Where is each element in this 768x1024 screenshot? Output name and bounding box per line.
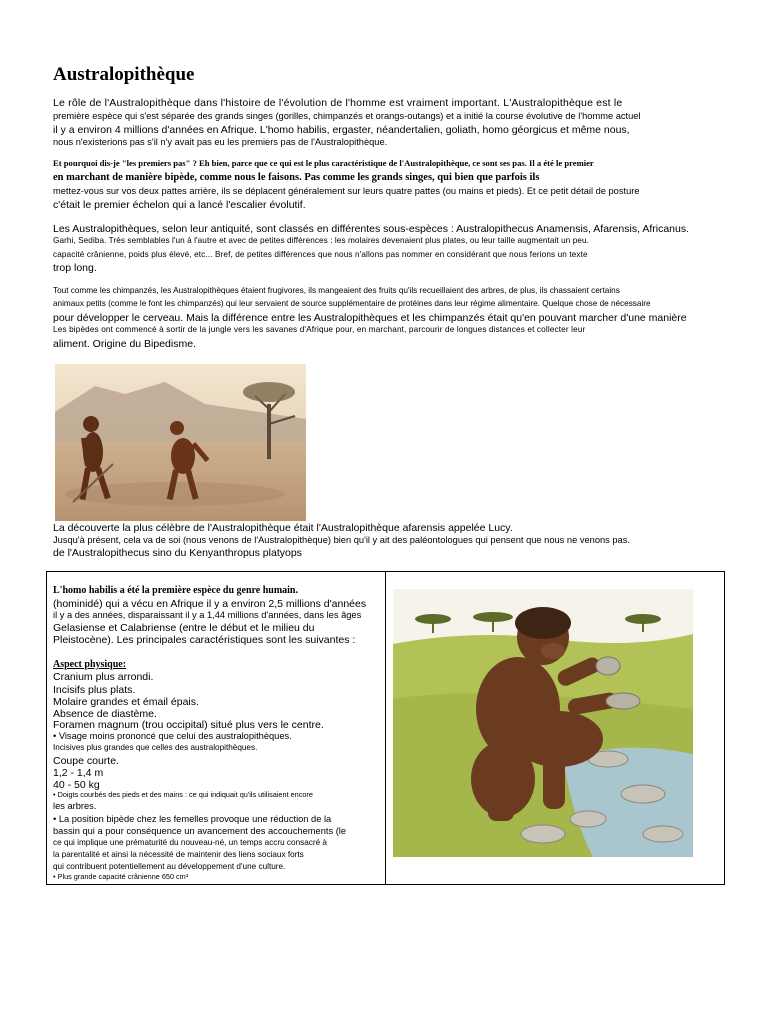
species-line: Les Australopithèques, selon leur antiquité, sont classés en différentes sous-espèces : Australopithecus Anamensis, Afarensis, Africanus.	[53, 223, 690, 235]
trait-line: Cranium plus arrondi.	[53, 671, 154, 683]
species-line: capacité crânienne, poids plus élevé, etc... Bref, de petites différences que nous n'allons pas nommer en considérant que nous ferions un texte	[53, 250, 588, 259]
trait-line: Foramen magnum (trou occipital) situé plus vers le centre.	[53, 719, 324, 731]
trait-line: 1,2 - 1,4 m	[53, 767, 104, 779]
habilis-intro-line: Pleistocène). Les principales caractéristiques sont les suivantes :	[53, 634, 356, 646]
table-divider	[385, 571, 386, 885]
caption-line: La découverte la plus célèbre de l'Australopithèque était l'Australopithèque afarensis appelée Lucy.	[53, 522, 513, 534]
intro-line: première espèce qui s'est séparée des grands singes (gorilles, chimpanzés et orangs-outangs) et a initié la course évolutive de l'homme actuel	[53, 111, 641, 121]
trait-line: ce qui implique une prématurité du nouveau-né, un temps accru consacré à	[53, 838, 327, 847]
homo-habilis-image	[393, 589, 693, 857]
why-line: en marchant de manière bipède, comme nous le faisons. Pas comme les grands singes, qui bien que parfois ils	[53, 172, 540, 183]
trait-line: • La position bipède chez les femelles provoque une réduction de la	[53, 814, 332, 824]
trait-line: • Plus grande capacité crânienne 650 cm³	[53, 872, 189, 881]
intro-line: Le rôle de l'Australopithèque dans l'histoire de l'évolution de l'homme est vraiment important. L'Australopithèque est le	[53, 97, 623, 109]
page-title: Australopithèque	[53, 64, 195, 85]
diet-line: Tout comme les chimpanzés, les Australopithèques étaient frugivores, ils mangeaient des fruits qu'ils recueillaient des arbres, de plus, ils chassaient certains	[53, 286, 620, 295]
trait-line: • Doigts courbés des pieds et des mains : ce qui indiquait qu'ils utilisaient encore	[53, 790, 313, 799]
trait-line: Absence de diastème.	[53, 708, 157, 720]
trait-line: les arbres.	[53, 801, 97, 811]
habilis-intro-line: Gelasiense et Calabriense (entre le début et le milieu du	[53, 622, 315, 634]
habilis-heading: L'homo habilis a été la première espèce du genre humain.	[53, 585, 298, 596]
trait-line: qui contribuent potentiellement au développement d'une culture.	[53, 862, 286, 871]
intro-line: nous n'existerions pas s'il n'y avait pas eu les premiers pas de l'Australopithèque.	[53, 137, 388, 147]
species-line: trop long.	[53, 262, 97, 274]
diet-line: Les bipèdes ont commencé à sortir de la jungle vers les savanes d'Afrique pour, en marchant, parcourir de longues distances et collecter leur	[53, 325, 586, 334]
trait-line: bassin qui a pour conséquence un avancement des accouchements (le	[53, 826, 347, 836]
australopithecus-walking-image	[55, 364, 306, 521]
trait-line: Coupe courte.	[53, 755, 119, 767]
intro-line: il y a environ 4 millions d'années en Afrique. L'homo habilis, ergaster, néandertalien, goliath, homo géorgicus et même nous,	[53, 124, 630, 136]
trait-line: la parentalité et ainsi la nécessité de maintenir des liens sociaux forts	[53, 850, 304, 859]
trait-line: Incisifs plus plats.	[53, 684, 136, 696]
habilis-intro-line: (hominidé) qui a vécu en Afrique il y a environ 2,5 millions d'années	[53, 598, 367, 610]
diet-line: animaux petits (comme le font les chimpanzés) qui leur servaient de source supplémentaire de protéines dans leur régime alimentaire. Quelque chose de nécessaire	[53, 299, 651, 308]
trait-line: Incisives plus grandes que celles des australopithèques.	[53, 743, 258, 752]
why-line: c'était le premier échelon qui a lancé l'escalier évolutif.	[53, 199, 306, 211]
trait-line: 40 - 50 kg	[53, 779, 100, 791]
diet-line: pour développer le cerveau. Mais la différence entre les Australopithèques et les chimpanzés était qu'en pouvant marcher d'une manière	[53, 312, 687, 324]
species-line: Garhi, Sediba. Très semblables l'un à l'autre et avec de petites différences : les molaires devenaient plus plates, ou leur taille augmentait un peu.	[53, 236, 590, 245]
caption-line: de l'Australopithecus sino du Kenyanthropus platyops	[53, 547, 302, 559]
diet-line: aliment. Origine du Bipedisme.	[53, 338, 196, 350]
caption-line: Jusqu'à présent, cela va de soi (nous venons de l'Australopithèque) bien qu'il y ait des paléontologues qui pensent que nous ne venons pas.	[53, 535, 630, 545]
why-line: Et pourquoi dis-je "les premiers pas" ? Eh bien, parce que ce qui est le plus caractéristique de l'Australopithèque, ce sont ses pas. Il a été le premier	[53, 158, 594, 168]
habilis-intro-line: il y a des années, disparaissant il y a 1,44 millions d'années, dans les âges	[53, 610, 362, 620]
why-line: mettez-vous sur vos deux pattes arrière, ils se déplacent généralement sur leurs quatre pattes (ou mains et pieds). Et ce petit détail de posture	[53, 186, 640, 196]
trait-line: Molaire grandes et émail épais.	[53, 696, 199, 708]
trait-line: • Visage moins prononcé que celui des australopithèques.	[53, 731, 292, 741]
aspect-heading: Aspect physique:	[53, 659, 127, 670]
